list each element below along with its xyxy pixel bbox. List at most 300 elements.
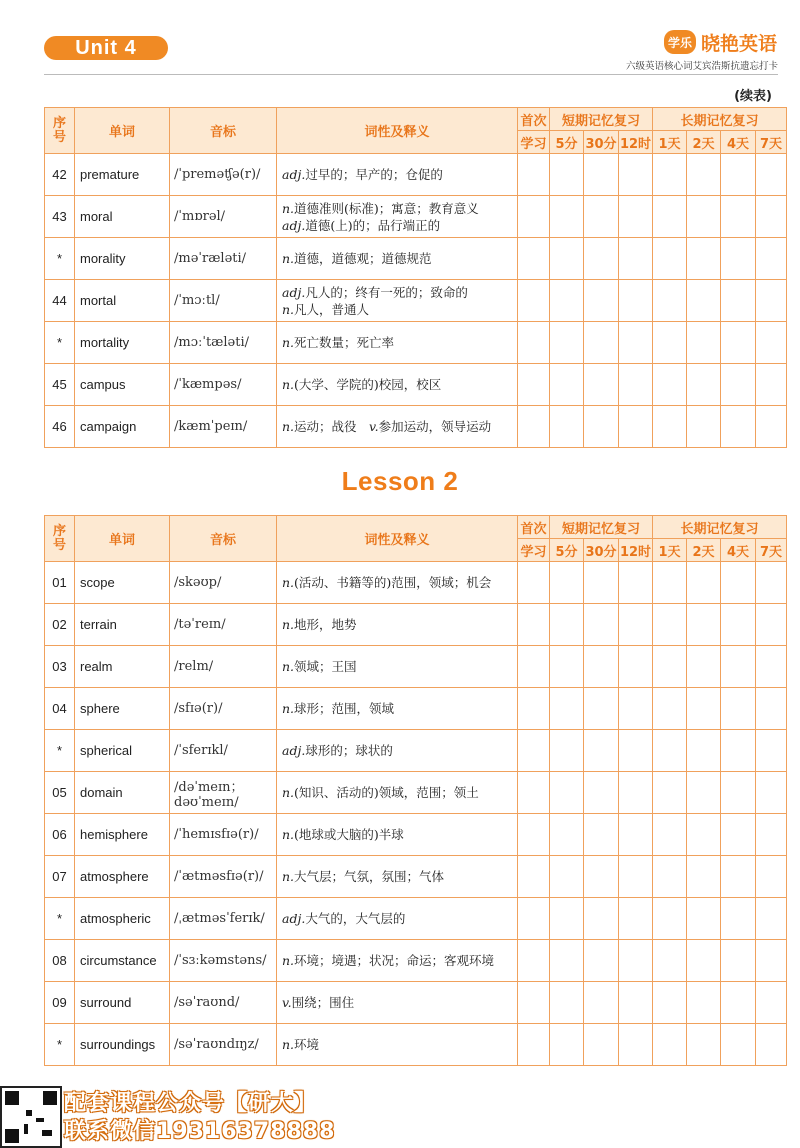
- checkbox-cell[interactable]: [584, 856, 619, 898]
- row-word: moral: [75, 196, 170, 238]
- continued-label: (续表): [734, 89, 772, 104]
- checkbox-cell[interactable]: [756, 646, 787, 688]
- logo-mark: 学乐: [664, 30, 696, 54]
- row-pos: n.: [282, 251, 295, 266]
- row-def-text: 大气的，大气层的: [305, 911, 406, 926]
- row-ipa-text: /səˈraʊnd/: [174, 995, 240, 1010]
- checkbox-cell[interactable]: [518, 730, 550, 772]
- checkbox-cell[interactable]: [584, 730, 619, 772]
- col-header-long-term: 长期记忆复习: [653, 516, 787, 539]
- checkbox-cell[interactable]: [653, 772, 687, 814]
- table-row: [45, 604, 787, 646]
- row-ipa-text: /kæmˈpeɪn/: [174, 419, 248, 434]
- checkbox-cell[interactable]: [518, 562, 550, 604]
- row-def-text: 运动；战役: [294, 419, 370, 434]
- checkbox-cell[interactable]: [653, 730, 687, 772]
- checkbox-cell[interactable]: [687, 898, 721, 940]
- checkbox-cell[interactable]: [550, 604, 584, 646]
- table-row: [45, 1024, 787, 1066]
- checkbox-cell[interactable]: [518, 604, 550, 646]
- col-header-ipa: 音标: [170, 108, 277, 154]
- row-definition: [277, 688, 518, 730]
- checkbox-cell[interactable]: [584, 364, 619, 406]
- checkbox-cell[interactable]: [721, 238, 756, 280]
- checkbox-cell[interactable]: [584, 280, 619, 322]
- row-ipa: [170, 856, 277, 898]
- col-header-def: 词性及释义: [277, 516, 518, 562]
- row-ipa-text: /ˈætməsfɪə(r)/: [174, 869, 264, 884]
- table-row: [45, 814, 787, 856]
- checkbox-cell[interactable]: [619, 406, 653, 448]
- row-pos: n.: [282, 785, 295, 800]
- row-definition: [277, 982, 518, 1024]
- checkbox-cell[interactable]: [721, 856, 756, 898]
- table-row: [45, 154, 787, 196]
- checkbox-cell[interactable]: [687, 982, 721, 1024]
- row-definition: [277, 1024, 518, 1066]
- row-pos: n.: [282, 827, 295, 842]
- row-def-text: 环境；境遇；状况；命运；客观环境: [294, 953, 495, 968]
- checkbox-cell[interactable]: [619, 898, 653, 940]
- checkbox-cell[interactable]: [721, 940, 756, 982]
- checkbox-cell[interactable]: [756, 940, 787, 982]
- checkbox-cell[interactable]: [518, 688, 550, 730]
- row-ipa: [170, 646, 277, 688]
- checkbox-cell[interactable]: [584, 322, 619, 364]
- checkbox-cell[interactable]: [619, 322, 653, 364]
- checkbox-cell[interactable]: [619, 562, 653, 604]
- checkbox-cell[interactable]: [550, 646, 584, 688]
- checkbox-cell[interactable]: [619, 1024, 653, 1066]
- row-word: surround: [75, 982, 170, 1024]
- row-seq: *: [45, 730, 75, 772]
- row-def-text: 道德准则(标准)；寓意；教育意义: [294, 200, 479, 216]
- col-header-short-slot: 30分: [584, 539, 619, 562]
- checkbox-cell[interactable]: [687, 646, 721, 688]
- table-row: [45, 238, 787, 280]
- table-row: [45, 406, 787, 448]
- checkbox-cell[interactable]: [721, 280, 756, 322]
- checkbox-cell[interactable]: [619, 196, 653, 238]
- row-definition: [277, 730, 518, 772]
- checkbox-cell[interactable]: [518, 364, 550, 406]
- row-pos: adj.: [282, 284, 306, 300]
- checkbox-cell[interactable]: [653, 364, 687, 406]
- checkbox-cell[interactable]: [721, 154, 756, 196]
- checkbox-cell[interactable]: [687, 322, 721, 364]
- checkbox-cell[interactable]: [619, 688, 653, 730]
- col-header-short-slot: 30分: [584, 131, 619, 154]
- checkbox-cell[interactable]: [518, 406, 550, 448]
- checkbox-cell[interactable]: [721, 688, 756, 730]
- row-word: domain: [75, 772, 170, 814]
- row-ipa-text: /ˈsferɪkl/: [174, 743, 228, 758]
- row-ipa: [170, 982, 277, 1024]
- checkbox-cell[interactable]: [756, 196, 787, 238]
- checkbox-cell[interactable]: [653, 154, 687, 196]
- checkbox-cell[interactable]: [756, 1024, 787, 1066]
- row-definition: [277, 646, 518, 688]
- row-def-text: 球形；范围，领域: [294, 701, 395, 716]
- checkbox-cell[interactable]: [653, 238, 687, 280]
- row-ipa: [170, 1024, 277, 1066]
- col-header-long-slot: 7天: [756, 539, 787, 562]
- table-row: [45, 982, 787, 1024]
- lesson-title: Lesson 2: [341, 466, 459, 496]
- table-row: [45, 646, 787, 688]
- row-ipa: [170, 604, 277, 646]
- col-header-short-slot: 5分: [550, 539, 584, 562]
- row-ipa-text: /ˈhemɪsfɪə(r)/: [174, 827, 259, 842]
- page-subtitle: 六级英语核心词艾宾浩斯抗遗忘打卡: [625, 61, 778, 72]
- checkbox-cell[interactable]: [518, 940, 550, 982]
- col-header-first-top: 首次: [518, 108, 550, 131]
- checkbox-cell[interactable]: [619, 238, 653, 280]
- checkbox-cell[interactable]: [584, 688, 619, 730]
- row-def-text: 地形，地势: [294, 617, 357, 632]
- table-row: [45, 730, 787, 772]
- checkbox-cell[interactable]: [619, 940, 653, 982]
- row-ipa-text: /dəˈmeɪn；: [174, 779, 244, 795]
- row-seq: 02: [45, 604, 75, 646]
- row-seq: 09: [45, 982, 75, 1024]
- checkbox-cell[interactable]: [550, 154, 584, 196]
- table-row: [45, 364, 787, 406]
- checkbox-cell[interactable]: [756, 814, 787, 856]
- checkbox-cell[interactable]: [756, 604, 787, 646]
- row-ipa: [170, 730, 277, 772]
- col-header-long-slot: 4天: [721, 539, 756, 562]
- row-def-text: 围绕；围住: [291, 995, 355, 1010]
- col-header-long-slot: 2天: [687, 539, 721, 562]
- col-header-short-slot: 5分: [550, 131, 584, 154]
- checkbox-cell[interactable]: [721, 646, 756, 688]
- checkbox-cell[interactable]: [653, 1024, 687, 1066]
- checkbox-cell[interactable]: [653, 814, 687, 856]
- row-def-text: (大学、学院的)校园，校区: [294, 377, 442, 392]
- row-ipa: [170, 814, 277, 856]
- checkbox-cell[interactable]: [653, 646, 687, 688]
- checkbox-cell[interactable]: [550, 856, 584, 898]
- table-row: [45, 898, 787, 940]
- checkbox-cell[interactable]: [584, 646, 619, 688]
- checkbox-cell[interactable]: [687, 1024, 721, 1066]
- col-header-word: 单词: [75, 516, 170, 562]
- row-def-text: (地球或大脑的)半球: [294, 827, 404, 842]
- checkbox-cell[interactable]: [550, 406, 584, 448]
- row-ipa-text: /ˈmɒrəl/: [174, 209, 226, 224]
- checkbox-cell[interactable]: [687, 196, 721, 238]
- row-ipa-text: /ˈpreməʧə(r)/: [174, 167, 261, 182]
- checkbox-cell[interactable]: [756, 688, 787, 730]
- checkbox-cell[interactable]: [653, 604, 687, 646]
- checkbox-cell[interactable]: [653, 562, 687, 604]
- checkbox-cell[interactable]: [619, 280, 653, 322]
- checkbox-cell[interactable]: [619, 364, 653, 406]
- checkbox-cell[interactable]: [550, 940, 584, 982]
- checkbox-cell[interactable]: [721, 364, 756, 406]
- checkbox-cell[interactable]: [687, 154, 721, 196]
- checkbox-cell[interactable]: [687, 730, 721, 772]
- promo-line-2: 联系微信19316378888: [64, 1119, 336, 1144]
- row-definition: [277, 364, 518, 406]
- checkbox-cell[interactable]: [619, 856, 653, 898]
- row-def-text: (活动、书籍等的)范围，领域；机会: [294, 575, 492, 590]
- checkbox-cell[interactable]: [550, 688, 584, 730]
- row-seq: 04: [45, 688, 75, 730]
- row-def-text: 道德，道德观；道德规范: [294, 251, 432, 266]
- checkbox-cell[interactable]: [584, 196, 619, 238]
- checkbox-cell[interactable]: [756, 406, 787, 448]
- col-header-short-term: 短期记忆复习: [550, 108, 653, 131]
- checkbox-cell[interactable]: [518, 154, 550, 196]
- row-def-text-2: 参加运动，领导运动: [378, 419, 492, 434]
- checkbox-cell[interactable]: [584, 604, 619, 646]
- row-ipa: [170, 280, 277, 322]
- checkbox-cell[interactable]: [756, 730, 787, 772]
- row-pos: v.: [282, 995, 292, 1010]
- footer-promo: [0, 1082, 340, 1147]
- row-pos: n.: [282, 701, 295, 716]
- col-header-long-slot: 7天: [756, 131, 787, 154]
- row-seq: 42: [45, 154, 75, 196]
- checkbox-cell[interactable]: [518, 898, 550, 940]
- checkbox-cell[interactable]: [518, 238, 550, 280]
- checkbox-cell[interactable]: [721, 982, 756, 1024]
- checkbox-cell[interactable]: [550, 364, 584, 406]
- row-word: morality: [75, 238, 170, 280]
- row-word: circumstance: [75, 940, 170, 982]
- table-row: [45, 856, 787, 898]
- checkbox-cell[interactable]: [619, 730, 653, 772]
- table-row: [45, 322, 787, 364]
- row-pos: n.: [282, 617, 295, 632]
- col-header-long-term: 长期记忆复习: [653, 108, 787, 131]
- checkbox-cell[interactable]: [756, 154, 787, 196]
- checkbox-cell[interactable]: [619, 982, 653, 1024]
- checkbox-cell[interactable]: [619, 814, 653, 856]
- checkbox-cell[interactable]: [584, 982, 619, 1024]
- checkbox-cell[interactable]: [756, 238, 787, 280]
- row-ipa-text: /ˌætməsˈferɪk/: [174, 911, 265, 926]
- checkbox-cell[interactable]: [756, 982, 787, 1024]
- row-ipa: [170, 322, 277, 364]
- checkbox-cell[interactable]: [584, 940, 619, 982]
- checkbox-cell[interactable]: [584, 814, 619, 856]
- checkbox-cell[interactable]: [518, 280, 550, 322]
- row-ipa-text: /səˈraʊndɪŋz/: [174, 1037, 259, 1052]
- checkbox-cell[interactable]: [550, 982, 584, 1024]
- row-pos: n.: [282, 377, 295, 392]
- row-ipa: [170, 898, 277, 940]
- checkbox-cell[interactable]: [584, 154, 619, 196]
- col-header-seq: 序 号: [45, 516, 75, 562]
- row-ipa: [170, 406, 277, 448]
- checkbox-cell[interactable]: [721, 772, 756, 814]
- checkbox-cell[interactable]: [518, 322, 550, 364]
- table-row: [45, 688, 787, 730]
- row-pos-2: n.: [282, 301, 295, 317]
- row-ipa: [170, 688, 277, 730]
- row-ipa: [170, 940, 277, 982]
- row-word: atmosphere: [75, 856, 170, 898]
- row-definition: [277, 154, 518, 196]
- checkbox-cell[interactable]: [550, 772, 584, 814]
- row-ipa-text: /skəʊp/: [174, 575, 222, 590]
- row-definition: [277, 772, 518, 814]
- col-header-first-top: 首次: [518, 516, 550, 539]
- checkbox-cell[interactable]: [687, 562, 721, 604]
- col-header-short-slot: 12时: [619, 131, 653, 154]
- row-seq: 08: [45, 940, 75, 982]
- logo-text: 晓艳英语: [701, 32, 778, 55]
- col-header-seq: 序 号: [45, 108, 75, 154]
- row-def-text: 环境: [294, 1037, 320, 1052]
- row-word: spherical: [75, 730, 170, 772]
- checkbox-cell[interactable]: [653, 982, 687, 1024]
- brand-logo: [664, 28, 777, 56]
- row-ipa: [170, 196, 277, 238]
- checkbox-cell[interactable]: [653, 898, 687, 940]
- checkbox-cell[interactable]: [584, 772, 619, 814]
- checkbox-cell[interactable]: [518, 982, 550, 1024]
- row-definition: [277, 196, 518, 238]
- row-definition: [277, 940, 518, 982]
- checkbox-cell[interactable]: [653, 856, 687, 898]
- row-seq: 06: [45, 814, 75, 856]
- row-pos: n.: [282, 575, 295, 590]
- col-header-word: 单词: [75, 108, 170, 154]
- checkbox-cell[interactable]: [584, 238, 619, 280]
- checkbox-cell[interactable]: [550, 280, 584, 322]
- checkbox-cell[interactable]: [653, 688, 687, 730]
- row-ipa: [170, 154, 277, 196]
- row-pos: n.: [282, 1037, 295, 1052]
- row-pos: adj.: [282, 743, 306, 758]
- checkbox-cell[interactable]: [550, 238, 584, 280]
- checkbox-cell[interactable]: [518, 772, 550, 814]
- checkbox-cell[interactable]: [687, 238, 721, 280]
- checkbox-cell[interactable]: [653, 280, 687, 322]
- checkbox-cell[interactable]: [550, 1024, 584, 1066]
- checkbox-cell[interactable]: [518, 196, 550, 238]
- row-seq: 44: [45, 280, 75, 322]
- row-ipa-text: /sfɪə(r)/: [174, 701, 223, 716]
- row-definition: [277, 814, 518, 856]
- checkbox-cell[interactable]: [721, 562, 756, 604]
- checkbox-cell[interactable]: [687, 364, 721, 406]
- checkbox-cell[interactable]: [721, 814, 756, 856]
- checkbox-cell[interactable]: [756, 280, 787, 322]
- col-header-long-slot: 1天: [653, 131, 687, 154]
- checkbox-cell[interactable]: [687, 688, 721, 730]
- row-word: campaign: [75, 406, 170, 448]
- checkbox-cell[interactable]: [550, 322, 584, 364]
- checkbox-cell[interactable]: [756, 898, 787, 940]
- checkbox-cell[interactable]: [721, 604, 756, 646]
- row-definition: [277, 280, 518, 322]
- checkbox-cell[interactable]: [619, 772, 653, 814]
- table-row: [45, 196, 787, 238]
- checkbox-cell[interactable]: [653, 322, 687, 364]
- checkbox-cell[interactable]: [518, 856, 550, 898]
- checkbox-cell[interactable]: [584, 562, 619, 604]
- checkbox-cell[interactable]: [550, 898, 584, 940]
- row-ipa: [170, 238, 277, 280]
- checkbox-cell[interactable]: [687, 940, 721, 982]
- checkbox-cell[interactable]: [687, 772, 721, 814]
- checkbox-cell[interactable]: [756, 562, 787, 604]
- row-definition: [277, 856, 518, 898]
- row-pos: n.: [282, 200, 295, 216]
- checkbox-cell[interactable]: [653, 940, 687, 982]
- row-definition: [277, 604, 518, 646]
- checkbox-cell[interactable]: [550, 562, 584, 604]
- checkbox-cell[interactable]: [721, 1024, 756, 1066]
- checkbox-cell[interactable]: [619, 604, 653, 646]
- checkbox-cell[interactable]: [687, 814, 721, 856]
- row-ipa-text: /ˈkæmpəs/: [174, 377, 242, 392]
- checkbox-cell[interactable]: [584, 1024, 619, 1066]
- checkbox-cell[interactable]: [584, 898, 619, 940]
- checkbox-cell[interactable]: [518, 646, 550, 688]
- col-header-def: 词性及释义: [277, 108, 518, 154]
- row-word: realm: [75, 646, 170, 688]
- checkbox-cell[interactable]: [653, 406, 687, 448]
- row-seq: *: [45, 238, 75, 280]
- checkbox-cell[interactable]: [721, 322, 756, 364]
- checkbox-cell[interactable]: [518, 1024, 550, 1066]
- col-header-first-bottom: 学习: [518, 131, 550, 154]
- checkbox-cell[interactable]: [619, 646, 653, 688]
- row-def-text: 凡人的；终有一死的；致命的: [305, 284, 468, 300]
- row-word: atmospheric: [75, 898, 170, 940]
- checkbox-cell[interactable]: [756, 856, 787, 898]
- checkbox-cell[interactable]: [518, 814, 550, 856]
- checkbox-cell[interactable]: [756, 364, 787, 406]
- row-pos: n.: [282, 335, 295, 350]
- row-ipa-text: /ˈmɔːtl/: [174, 293, 220, 308]
- checkbox-cell[interactable]: [756, 772, 787, 814]
- checkbox-cell[interactable]: [550, 730, 584, 772]
- checkbox-cell[interactable]: [687, 856, 721, 898]
- checkbox-cell[interactable]: [721, 196, 756, 238]
- checkbox-cell[interactable]: [721, 898, 756, 940]
- checkbox-cell[interactable]: [687, 604, 721, 646]
- row-def-text: 过早的；早产的；仓促的: [305, 167, 443, 182]
- row-ipa: [170, 772, 277, 814]
- checkbox-cell[interactable]: [756, 322, 787, 364]
- checkbox-cell[interactable]: [550, 814, 584, 856]
- checkbox-cell[interactable]: [619, 154, 653, 196]
- col-header-long-slot: 1天: [653, 539, 687, 562]
- checkbox-cell[interactable]: [721, 730, 756, 772]
- col-header-first-bottom: 学习: [518, 539, 550, 562]
- checkbox-cell[interactable]: [653, 196, 687, 238]
- checkbox-cell[interactable]: [687, 280, 721, 322]
- checkbox-cell[interactable]: [687, 406, 721, 448]
- row-def-text: 死亡数量；死亡率: [294, 335, 395, 350]
- checkbox-cell[interactable]: [550, 196, 584, 238]
- checkbox-cell[interactable]: [721, 406, 756, 448]
- row-pos: adj.: [282, 911, 306, 926]
- table-row: [45, 772, 787, 814]
- row-definition: [277, 322, 518, 364]
- checkbox-cell[interactable]: [584, 406, 619, 448]
- row-word: premature: [75, 154, 170, 196]
- row-seq: 46: [45, 406, 75, 448]
- row-definition: [277, 562, 518, 604]
